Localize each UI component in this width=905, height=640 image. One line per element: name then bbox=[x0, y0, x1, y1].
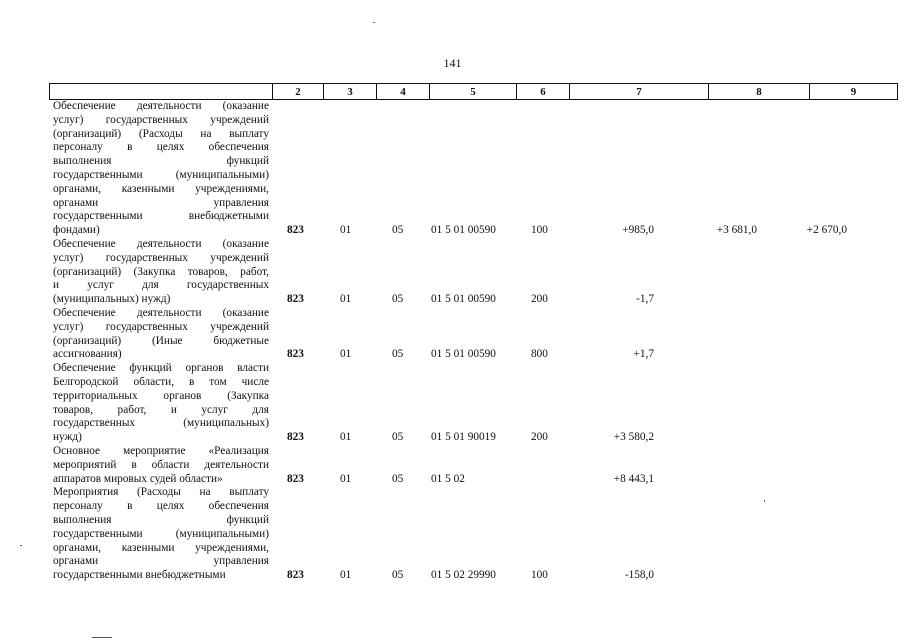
description-line: (организаций) (Иные бюджетные bbox=[53, 334, 269, 347]
description-line: органами управления bbox=[53, 555, 269, 568]
ministry-code: 823 bbox=[287, 431, 304, 444]
subsection-code: 05 bbox=[392, 293, 404, 306]
scan-mark bbox=[92, 637, 112, 638]
expense-type-code: 100 bbox=[531, 224, 548, 237]
target-article-code: 01 5 02 29990 bbox=[431, 569, 496, 582]
description-line: территориальных органов (Закупка bbox=[53, 389, 269, 402]
expense-type-code: 100 bbox=[531, 569, 548, 582]
subsection-code: 05 bbox=[392, 348, 404, 361]
amount-col-7: +1,7 bbox=[633, 348, 654, 361]
description-line: услуг) государственных учреждений bbox=[53, 113, 269, 126]
row-description bbox=[53, 238, 269, 307]
description-line: Белгородской области, в том числе bbox=[53, 375, 269, 388]
header-col-4: 4 bbox=[377, 84, 430, 100]
section-code: 01 bbox=[340, 293, 352, 306]
description-line: нужд) bbox=[53, 431, 82, 444]
description-line: услуг) государственных учреждений bbox=[53, 251, 269, 264]
target-article-code: 01 5 02 bbox=[431, 472, 465, 485]
section-code: 01 bbox=[340, 348, 352, 361]
scan-speck bbox=[20, 545, 22, 546]
header-col-6: 6 bbox=[517, 84, 570, 100]
description-line: органами управления bbox=[53, 196, 269, 209]
scan-speck bbox=[764, 500, 765, 502]
description-line: государственных (муниципальных) bbox=[53, 417, 269, 430]
amount-col-8: +3 681,0 bbox=[716, 224, 757, 237]
table-row bbox=[0, 100, 905, 238]
table-row bbox=[0, 238, 905, 307]
description-line: органами, казенными учреждениями, bbox=[53, 182, 269, 195]
row-description bbox=[53, 100, 269, 238]
header-col-7: 7 bbox=[570, 84, 709, 100]
expense-type-code: 800 bbox=[531, 348, 548, 361]
description-line: и услуг для государственных bbox=[53, 279, 269, 292]
header-col-5: 5 bbox=[430, 84, 517, 100]
description-line: Обеспечение деятельности (оказание bbox=[53, 100, 269, 112]
description-line: Основное мероприятие «Реализация bbox=[53, 444, 269, 457]
description-line: мероприятий в области деятельности bbox=[53, 458, 269, 471]
amount-col-7: +8 443,1 bbox=[613, 472, 654, 485]
description-line: (организаций) (Расходы на выплату bbox=[53, 127, 269, 140]
target-article-code: 01 5 01 00590 bbox=[431, 348, 496, 361]
target-article-code: 01 5 01 90019 bbox=[431, 431, 496, 444]
subsection-code: 05 bbox=[392, 224, 404, 237]
budget-rows bbox=[0, 100, 905, 583]
expense-type-code: 200 bbox=[531, 431, 548, 444]
table-row bbox=[0, 362, 905, 445]
description-line: Обеспечение деятельности (оказание bbox=[53, 306, 269, 319]
expense-type-code: 200 bbox=[531, 293, 548, 306]
row-description bbox=[53, 362, 269, 445]
description-line: аппаратов мировых судей области» bbox=[53, 472, 223, 485]
column-header-table bbox=[49, 83, 898, 100]
description-line: (муниципальных) нужд) bbox=[53, 293, 171, 306]
header-col-1 bbox=[50, 84, 273, 100]
section-code: 01 bbox=[340, 472, 352, 485]
description-line: выполнения функций bbox=[53, 155, 269, 168]
header-col-2: 2 bbox=[273, 84, 324, 100]
description-line: персоналу в целях обеспечения bbox=[53, 500, 269, 513]
section-code: 01 bbox=[340, 224, 352, 237]
scan-speck bbox=[373, 22, 375, 23]
description-line: (организаций) (Закупка товаров, работ, bbox=[53, 265, 269, 278]
ministry-code: 823 bbox=[287, 348, 304, 361]
row-description bbox=[53, 486, 269, 583]
description-line: услуг) государственных учреждений bbox=[53, 320, 269, 333]
section-code: 01 bbox=[340, 569, 352, 582]
target-article-code: 01 5 01 00590 bbox=[431, 224, 496, 237]
description-line: государственными внебюджетными bbox=[53, 210, 269, 223]
row-description bbox=[53, 445, 269, 486]
description-line: органами, казенными учреждениями, bbox=[53, 541, 269, 554]
amount-col-9: +2 670,0 bbox=[806, 224, 847, 237]
amount-col-7: -158,0 bbox=[624, 569, 654, 582]
ministry-code: 823 bbox=[287, 224, 304, 237]
header-col-3: 3 bbox=[324, 84, 377, 100]
ministry-code: 823 bbox=[287, 569, 304, 582]
description-line: Обеспечение функций органов власти bbox=[53, 362, 269, 375]
subsection-code: 05 bbox=[392, 431, 404, 444]
section-code: 01 bbox=[340, 431, 352, 444]
row-description bbox=[53, 307, 269, 362]
description-line: государственными (муниципальными) bbox=[53, 527, 269, 540]
ministry-code: 823 bbox=[287, 293, 304, 306]
table-row bbox=[0, 486, 905, 583]
description-line: выполнения функций bbox=[53, 513, 269, 526]
amount-col-7: +985,0 bbox=[622, 224, 654, 237]
header-col-8: 8 bbox=[709, 84, 810, 100]
description-line: государственными внебюджетными bbox=[53, 569, 226, 582]
description-line: Мероприятия (Расходы на выплату bbox=[53, 486, 269, 499]
description-line: товаров, работ, и услуг для bbox=[53, 403, 269, 416]
subsection-code: 05 bbox=[392, 472, 404, 485]
target-article-code: 01 5 01 00590 bbox=[431, 293, 496, 306]
ministry-code: 823 bbox=[287, 472, 304, 485]
header-row bbox=[50, 84, 898, 100]
header-col-9: 9 bbox=[810, 84, 898, 100]
description-line: ассигнования) bbox=[53, 348, 122, 361]
description-line: Обеспечение деятельности (оказание bbox=[53, 237, 269, 250]
page-number: 141 bbox=[443, 56, 462, 70]
description-line: персоналу в целях обеспечения bbox=[53, 141, 269, 154]
amount-col-7: +3 580,2 bbox=[613, 431, 654, 444]
description-line: фондами) bbox=[53, 224, 100, 237]
table-row bbox=[0, 307, 905, 362]
amount-col-7: -1,7 bbox=[636, 293, 654, 306]
table-row bbox=[0, 445, 905, 486]
description-line: государственными (муниципальными) bbox=[53, 168, 269, 181]
subsection-code: 05 bbox=[392, 569, 404, 582]
